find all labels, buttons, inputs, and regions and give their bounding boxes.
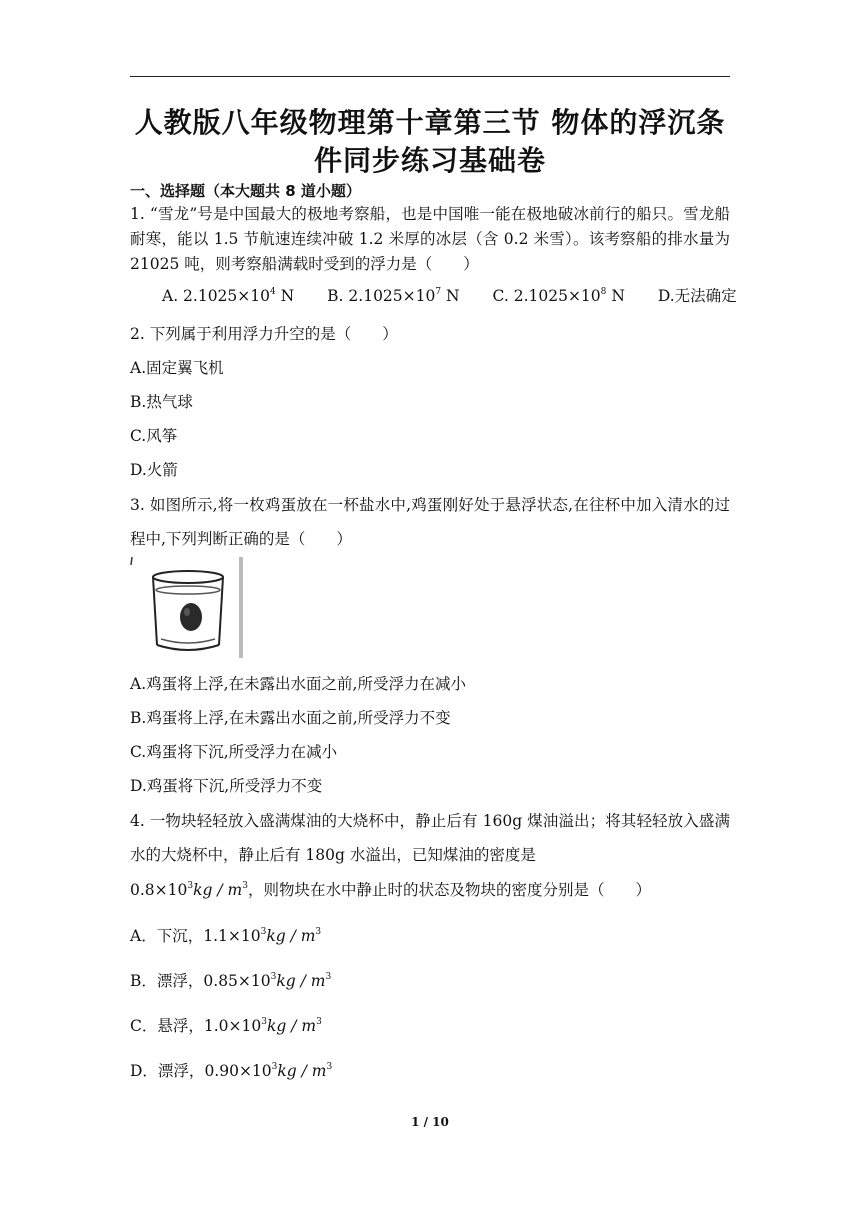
- q3-option-c: C.鸡蛋将下沉,所受浮力在减小: [130, 743, 338, 761]
- q1-option-c: C. $2.1025\times 10^8$ N: [492, 287, 625, 305]
- q4-option-a: A．下沉，$1.1\times 10^3kg / m^3$: [130, 927, 322, 945]
- question-4-text: 4. 一物块轻轻放入盛满煤油的大烧杯中，静止后有 160g 煤油溢出；将其轻轻放入盛满水的大烧杯中，静止后有 180g 水溢出，已知煤油的密度是: [130, 812, 730, 864]
- page-number: 1 / 10: [411, 1115, 449, 1129]
- q2-option-d: D.火箭: [130, 461, 178, 479]
- q1-option-d: D.无法确定: [657, 287, 737, 305]
- q3-option-d: D.鸡蛋将下沉,所受浮力不变: [130, 777, 323, 795]
- q4-option-b: B．漂浮，$0.85\times 10^3kg / m^3$: [130, 972, 332, 990]
- question-2-text: 2. 下列属于利用浮力升空的是（ ）: [130, 325, 398, 343]
- question-1-text: 1. “雪龙”号是中国最大的极地考察船，也是中国唯一能在极地破冰前行的船只。雪龙船耐寒，能以 1.5 节航速连续冲破 1.2 米厚的冰层（含 0.2 米雪）。该考察船的排水量为 21025 吨，则考察船满载时受到的浮力是（ ）: [130, 205, 730, 273]
- question-4-density-line: $0.8\times 10^3kg / m^3$，则物块在水中静止时的状态及物块的密度分别是（ ）: [130, 881, 651, 899]
- question-3-text: 3. 如图所示,将一枚鸡蛋放在一杯盐水中,鸡蛋刚好处于悬浮状态,在往杯中加入清水的过程中,下列判断正确的是（ ）: [130, 496, 730, 548]
- question-1-options: [162, 284, 765, 306]
- header-rule: [130, 76, 730, 77]
- q2-option-b: B.热气球: [130, 393, 193, 411]
- section-heading: 一、选择题（本大题共 8 道小题）: [130, 182, 361, 200]
- q3-option-a: A.鸡蛋将上浮,在未露出水面之前,所受浮力在减小: [130, 675, 466, 693]
- q4-option-d: D．漂浮，$0.90\times 10^3kg / m^3$: [130, 1062, 333, 1080]
- q4-option-c: C．悬浮，$1.0\times 10^3kg / m^3$: [130, 1017, 322, 1035]
- q1-option-a: A. $2.1025\times 10^4$ N: [162, 287, 295, 305]
- q2-option-c: C.风筝: [130, 427, 178, 445]
- q2-option-a: A.固定翼飞机: [130, 359, 224, 377]
- beaker-egg-figure: [130, 555, 245, 659]
- q3-option-b: B.鸡蛋将上浮,在未露出水面之前,所受浮力不变: [130, 709, 451, 727]
- q1-option-b: B. $2.1025\times 10^7$ N: [327, 287, 460, 305]
- document-title: 人教版八年级物理第十章第三节 物体的浮沉条件同步练习基础卷: [134, 106, 726, 177]
